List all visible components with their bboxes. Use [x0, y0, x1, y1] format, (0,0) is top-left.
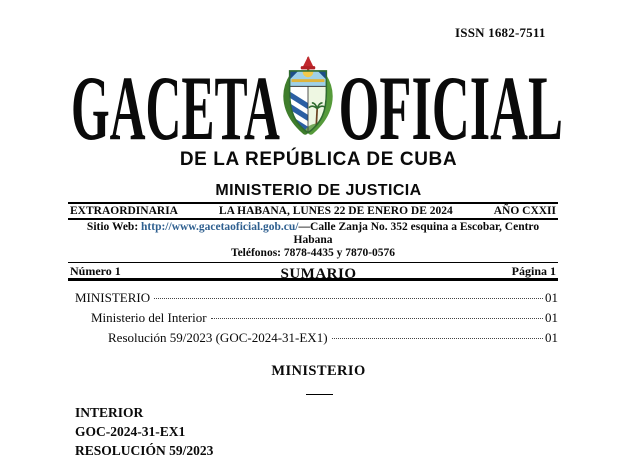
site-label: Sitio Web: — [86, 221, 142, 233]
cuba-coat-of-arms-icon — [279, 52, 337, 144]
issn-number: ISSN 1682-7511 — [455, 25, 546, 40]
toc-entry-page: 01 — [545, 290, 558, 305]
resolution-number: RESOLUCIÓN 59/2023 — [75, 443, 214, 458]
table-of-contents — [68, 290, 558, 350]
masthead — [0, 52, 637, 159]
summary-heading: SUMARIO — [280, 266, 357, 282]
contact-block — [68, 220, 558, 263]
section-divider-rule — [306, 394, 333, 395]
toc-entry-label: Resolución 59/2023 (GOC-2024-31-EX1) — [108, 330, 328, 345]
page-number: Página 1 — [511, 264, 556, 278]
edition-date: LA HABANA, LUNES 22 DE ENERO DE 2024 — [218, 205, 453, 217]
toc-entry-label: Ministerio del Interior — [91, 310, 207, 325]
resolution-goc-code: GOC-2024-31-EX1 — [75, 424, 186, 439]
edition-type: EXTRAORDINARIA — [70, 205, 178, 217]
resolution-org: INTERIOR — [75, 405, 144, 420]
toc-entry-label: MINISTERIO — [75, 290, 151, 305]
contact-line-phones: Teléfonos: 7878-4435 y 7870-0576 — [230, 247, 396, 259]
address-text: —Calle Zanja No. 352 esquina a Escobar, Centro Habana — [293, 221, 540, 246]
issue-number: Número 1 — [70, 264, 121, 278]
dotted-leader — [211, 318, 543, 319]
contact-line-web — [68, 221, 558, 247]
toc-entry-page: 01 — [545, 330, 558, 345]
dotted-leader — [154, 298, 543, 299]
ministry-of-justice-heading: MINISTERIO DE JUSTICIA — [215, 182, 422, 199]
resolution-header-lines — [75, 403, 213, 460]
toc-entry[interactable] — [68, 310, 558, 330]
dotted-leader — [332, 338, 543, 339]
masthead-title-left: GACETA — [70, 57, 280, 159]
edition-bar — [68, 202, 558, 220]
website-link[interactable]: http://www.gacetaoficial.gob.cu/ — [141, 221, 299, 233]
edition-year: AÑO CXXII — [493, 205, 556, 217]
toc-entry[interactable] — [68, 290, 558, 310]
republic-subtitle: DE LA REPÚBLICA DE CUBA — [179, 149, 458, 170]
toc-entry[interactable] — [68, 330, 558, 350]
body-section-heading: MINISTERIO — [271, 363, 366, 379]
masthead-title-right: OFICIAL — [338, 57, 564, 159]
toc-entry-page: 01 — [545, 310, 558, 325]
